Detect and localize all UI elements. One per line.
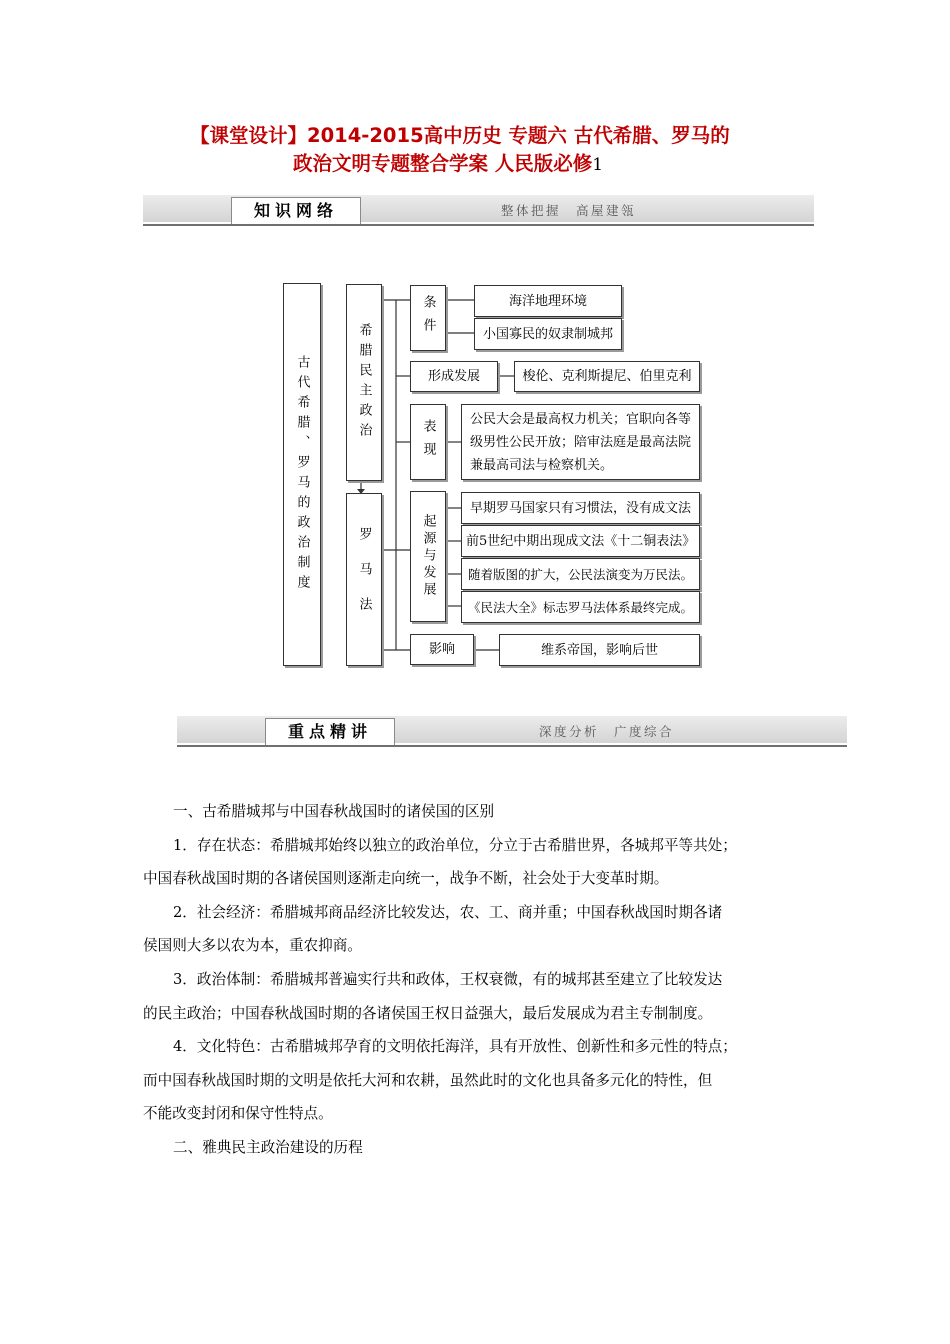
paragraph-line: 而中国春秋战国时期的文明是依托大河和农耕，虽然此时的文化也具备多元化的特性，但 [143,1071,713,1089]
root-node [283,283,321,666]
expression-node [410,404,446,480]
paragraph-line: 不能改变封闭和保守性特点。 [143,1105,333,1123]
origin-4-text: 《民法大全》标志罗马法体系最终完成。 [467,599,693,615]
title-line-1: 【课堂设计】2014-2015高中历史 专题六 古代希腊、罗马的 [190,124,730,147]
greece-node-label: 希腊民主政治 [356,322,372,443]
section-heading-1: 一、古希腊城邦与中国春秋战国时的诸侯国的区别 [173,803,495,820]
rome-node-label: 罗马法 [356,527,372,632]
expression-box [461,404,700,480]
paragraph-line: 中国春秋战国时期的各诸侯国则逐渐走向统一，战争不断，社会处于大变革时期。 [143,870,669,888]
banner-subtitle: 整体把握 高屋建瓴 [501,203,637,218]
paragraph-line: 2．社会经济：希腊城邦商品经济比较发达，农、工、商并重；中国春秋战国时期各诸 [173,903,723,921]
banner-subtitle: 深度分析 广度综合 [539,724,675,739]
origin-1-box [461,492,700,524]
condition-1-box [474,285,622,317]
influence-box [499,634,700,666]
rome-node [346,493,382,666]
paragraph-line: 侯国则大多以农为本，重农抑商。 [143,937,362,955]
conditions-node [410,285,446,351]
paragraph-line: 1．存在状态：希腊城邦始终以独立的政治单位，分立于古希腊世界，各城邦平等共处； [173,836,737,854]
formation-box [514,361,700,392]
influence-node [410,634,474,665]
key-points-banner [177,716,847,752]
document-title [190,122,810,179]
banner-rule [177,745,847,747]
greece-node [346,284,382,481]
section-heading-2: 二、雅典民主政治建设的历程 [173,1138,363,1156]
expression-text: 公民大会是最高权力机关；官职向各等级男性公民开放；陪审法庭是最高法院兼最高司法与检察机关。 [470,412,692,473]
banner-rule [143,224,814,226]
influence-label: 影响 [428,642,455,657]
origin-2-box [461,525,700,557]
paragraph-line: 的民主政治；中国春秋战国时期的各诸侯国王权日益强大，最后发展成为君主专制制度。 [143,1004,713,1022]
conditions-label: 条件 [420,295,436,341]
title-line-2-text: 政治文明专题整合学案 人民版必修 [293,152,593,175]
title-suffix: 1 [592,155,604,175]
formation-node [410,361,498,392]
formation-text: 梭伦、克利斯提尼、伯里克利 [522,369,692,384]
knowledge-network-banner [143,195,814,231]
banner-label: 知识网络 [231,197,361,224]
condition-2-box [474,318,622,350]
origin-3-text: 随着版图的扩大，公民法演变为万民法。 [467,566,693,582]
root-node-label: 古代希腊、罗马的政治制度 [294,354,310,595]
formation-label: 形成发展 [427,369,480,384]
expression-label: 表现 [420,419,436,465]
origin-label: 起源与发展 [420,514,436,599]
title-line-2 [190,150,810,179]
paragraph-line: 3．政治体制：希腊城邦普遍实行共和政体，王权衰微，有的城邦甚至建立了比较发达 [173,970,723,988]
origin-1-text: 早期罗马国家只有习惯法，没有成文法 [469,500,691,516]
banner-label: 重点精讲 [265,718,395,745]
condition-1-text: 海洋地理环境 [508,293,587,309]
origin-2-text: 前5世纪中期出现成文法《十二铜表法》 [466,533,696,549]
origin-node [410,491,446,622]
influence-text: 维系帝国，影响后世 [540,642,658,658]
main-text [143,795,823,1165]
condition-2-text: 小国寡民的奴隶制城邦 [482,326,613,342]
paragraph-line: 4．文化特色：古希腊城邦孕育的文明依托海洋，具有开放性、创新性和多元性的特点； [173,1038,737,1056]
origin-3-box [461,558,700,590]
origin-4-box [461,591,700,623]
